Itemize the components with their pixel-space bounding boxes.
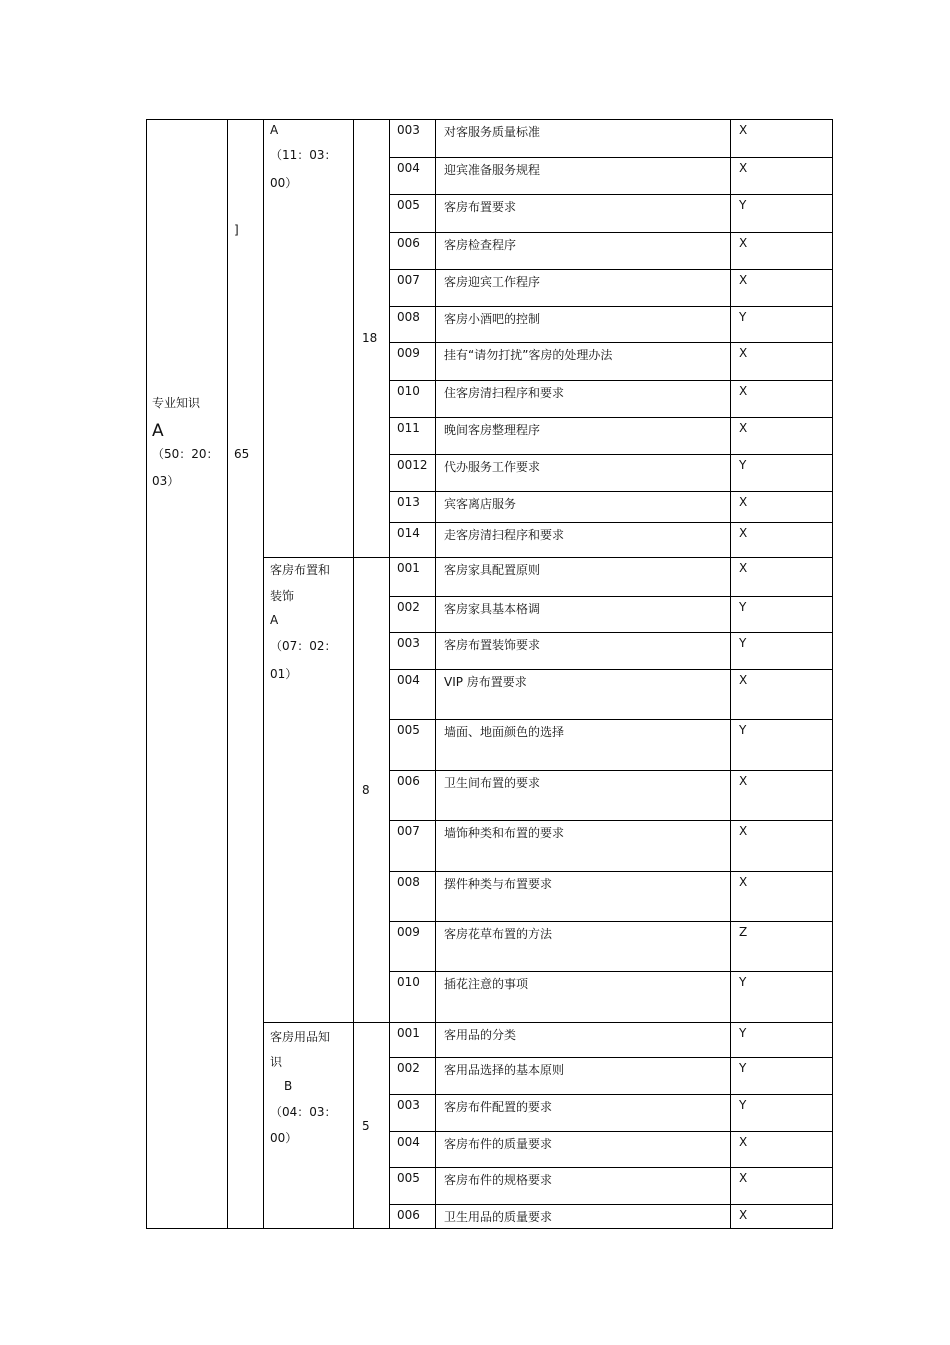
table-rule [389, 669, 833, 670]
item-name: 对客服务质量标准 [444, 125, 541, 139]
group-name-line: 00） [270, 176, 298, 190]
item-grade: Y [739, 975, 747, 989]
item-name: 客房布置装饰要求 [444, 638, 541, 652]
item-grade: X [739, 161, 748, 175]
item-code: 002 [397, 1061, 420, 1075]
item-grade: X [739, 123, 748, 137]
item-grade: Y [739, 1098, 747, 1112]
table-rule [389, 1167, 833, 1168]
table-rule [435, 119, 436, 1229]
table-rule [389, 232, 833, 233]
item-code: 006 [397, 1208, 420, 1222]
table-rule [263, 1022, 833, 1023]
item-code: 004 [397, 673, 420, 687]
group-name-line: （11：03： [270, 148, 337, 162]
item-grade: Y [739, 458, 747, 472]
level1-total: 65 [234, 447, 250, 461]
item-grade: Y [739, 310, 747, 324]
level1-name: 专业知识 [152, 396, 201, 410]
item-code: 006 [397, 774, 420, 788]
item-code: 009 [397, 925, 420, 939]
table-rule [389, 522, 833, 523]
item-grade: X [739, 1171, 748, 1185]
level1-ratio: 03） [152, 474, 180, 488]
table-rule [389, 632, 833, 633]
table-rule [263, 119, 264, 1229]
item-code: 014 [397, 526, 420, 540]
item-name: 墙面、地面颜色的选择 [444, 725, 565, 739]
item-name: 客房小酒吧的控制 [444, 312, 541, 326]
item-grade: Y [739, 1026, 747, 1040]
group-name-line: 客房用品知 [270, 1030, 331, 1044]
item-name: 客房布件配置的要求 [444, 1100, 553, 1114]
item-code: 011 [397, 421, 420, 435]
table-rule [389, 1204, 833, 1205]
table-rule [389, 157, 833, 158]
table-rule [389, 820, 833, 821]
item-code: 013 [397, 495, 420, 509]
level1-ratio: （50：20： [152, 447, 219, 461]
item-grade: Y [739, 600, 747, 614]
table-rule [389, 596, 833, 597]
table-rule [263, 557, 833, 558]
item-name: 卫生间布置的要求 [444, 776, 541, 790]
item-code: 006 [397, 236, 420, 250]
item-code: 008 [397, 310, 420, 324]
knowledge-table [146, 119, 833, 1229]
item-name: 客房布置要求 [444, 200, 517, 214]
item-grade: X [739, 875, 748, 889]
table-rule [389, 770, 833, 771]
group-name-line: B [284, 1079, 293, 1093]
level1-mark: ] [234, 223, 239, 237]
item-grade: X [739, 421, 748, 435]
table-rule [389, 1131, 833, 1132]
item-code: 003 [397, 636, 420, 650]
table-rule [389, 871, 833, 872]
item-name: 客用品的分类 [444, 1028, 517, 1042]
item-code: 001 [397, 1026, 420, 1040]
table-rule [389, 119, 390, 1229]
table-rule [389, 417, 833, 418]
table-rule [389, 491, 833, 492]
item-code: 008 [397, 875, 420, 889]
item-grade: X [739, 561, 748, 575]
item-grade: X [739, 774, 748, 788]
table-rule [389, 719, 833, 720]
item-name: 插花注意的事项 [444, 977, 529, 991]
item-name: 代办服务工作要求 [444, 460, 541, 474]
item-code: 004 [397, 1135, 420, 1149]
item-code: 003 [397, 1098, 420, 1112]
table-rule [389, 1094, 833, 1095]
item-name: 迎宾准备服务规程 [444, 163, 541, 177]
item-name: 摆件种类与布置要求 [444, 877, 553, 891]
group-count: 8 [362, 782, 370, 797]
item-grade: X [739, 673, 748, 687]
item-code: 009 [397, 346, 420, 360]
table-rule [389, 269, 833, 270]
item-code: 007 [397, 824, 420, 838]
item-grade: Y [739, 1061, 747, 1075]
item-code: 005 [397, 723, 420, 737]
group-name-line: A [270, 123, 279, 137]
table-rule [389, 342, 833, 343]
item-name: 客房检查程序 [444, 238, 517, 252]
item-name: 客房家具配置原则 [444, 563, 541, 577]
item-grade: X [739, 1208, 748, 1222]
item-grade: X [739, 384, 748, 398]
item-code: 005 [397, 1171, 420, 1185]
table-rule [730, 119, 731, 1229]
group-name-line: （04：03： [270, 1105, 337, 1119]
item-grade: Z [739, 925, 748, 939]
table-rule [389, 971, 833, 972]
table-rule [389, 454, 833, 455]
group-count: 5 [362, 1118, 370, 1133]
item-code: 0012 [397, 458, 428, 472]
item-code: 005 [397, 198, 420, 212]
item-grade: X [739, 236, 748, 250]
table-rule [389, 306, 833, 307]
table-rule [227, 119, 228, 1229]
group-name-line: 识 [270, 1055, 283, 1069]
item-name: 走客房清扫程序和要求 [444, 528, 565, 542]
item-name: 客房布件的规格要求 [444, 1173, 553, 1187]
item-name: 挂有“请勿打扰”客房的处理办法 [444, 348, 613, 362]
item-name: 客房花草布置的方法 [444, 927, 553, 941]
group-name-line: 00） [270, 1131, 298, 1145]
item-grade: Y [739, 198, 747, 212]
item-name: 客房布件的质量要求 [444, 1137, 553, 1151]
item-code: 010 [397, 384, 420, 398]
table-rule [146, 119, 147, 1229]
group-name-line: 客房布置和 [270, 563, 331, 577]
group-name-line: 01） [270, 667, 298, 681]
group-name-line: A [270, 613, 279, 627]
item-name: 客房迎宾工作程序 [444, 275, 541, 289]
item-grade: X [739, 824, 748, 838]
level1-grade: A [152, 421, 164, 441]
item-name: 客用品选择的基本原则 [444, 1063, 565, 1077]
table-rule [389, 380, 833, 381]
table-rule [389, 1057, 833, 1058]
item-name: 晚间客房整理程序 [444, 423, 541, 437]
item-name: 住客房清扫程序和要求 [444, 386, 565, 400]
item-code: 004 [397, 161, 420, 175]
group-count: 18 [362, 331, 378, 345]
item-grade: X [739, 1135, 748, 1149]
item-code: 002 [397, 600, 420, 614]
item-code: 007 [397, 273, 420, 287]
item-grade: X [739, 526, 748, 540]
item-code: 010 [397, 975, 420, 989]
item-name: 墙饰种类和布置的要求 [444, 826, 565, 840]
table-rule [389, 194, 833, 195]
item-grade: Y [739, 636, 747, 650]
item-grade: X [739, 495, 748, 509]
item-name: VIP 房布置要求 [444, 675, 527, 689]
item-code: 003 [397, 123, 420, 137]
group-name-line: 装饰 [270, 589, 295, 603]
item-grade: X [739, 273, 748, 287]
item-code: 001 [397, 561, 420, 575]
item-name: 客房家具基本格调 [444, 602, 541, 616]
table-rule [389, 921, 833, 922]
item-name: 卫生用品的质量要求 [444, 1210, 553, 1224]
group-name-line: （07：02： [270, 639, 337, 653]
item-name: 宾客离店服务 [444, 497, 517, 511]
table-rule [353, 119, 354, 1229]
table-rule [832, 119, 833, 1229]
item-grade: Y [739, 723, 747, 737]
item-grade: X [739, 346, 748, 360]
